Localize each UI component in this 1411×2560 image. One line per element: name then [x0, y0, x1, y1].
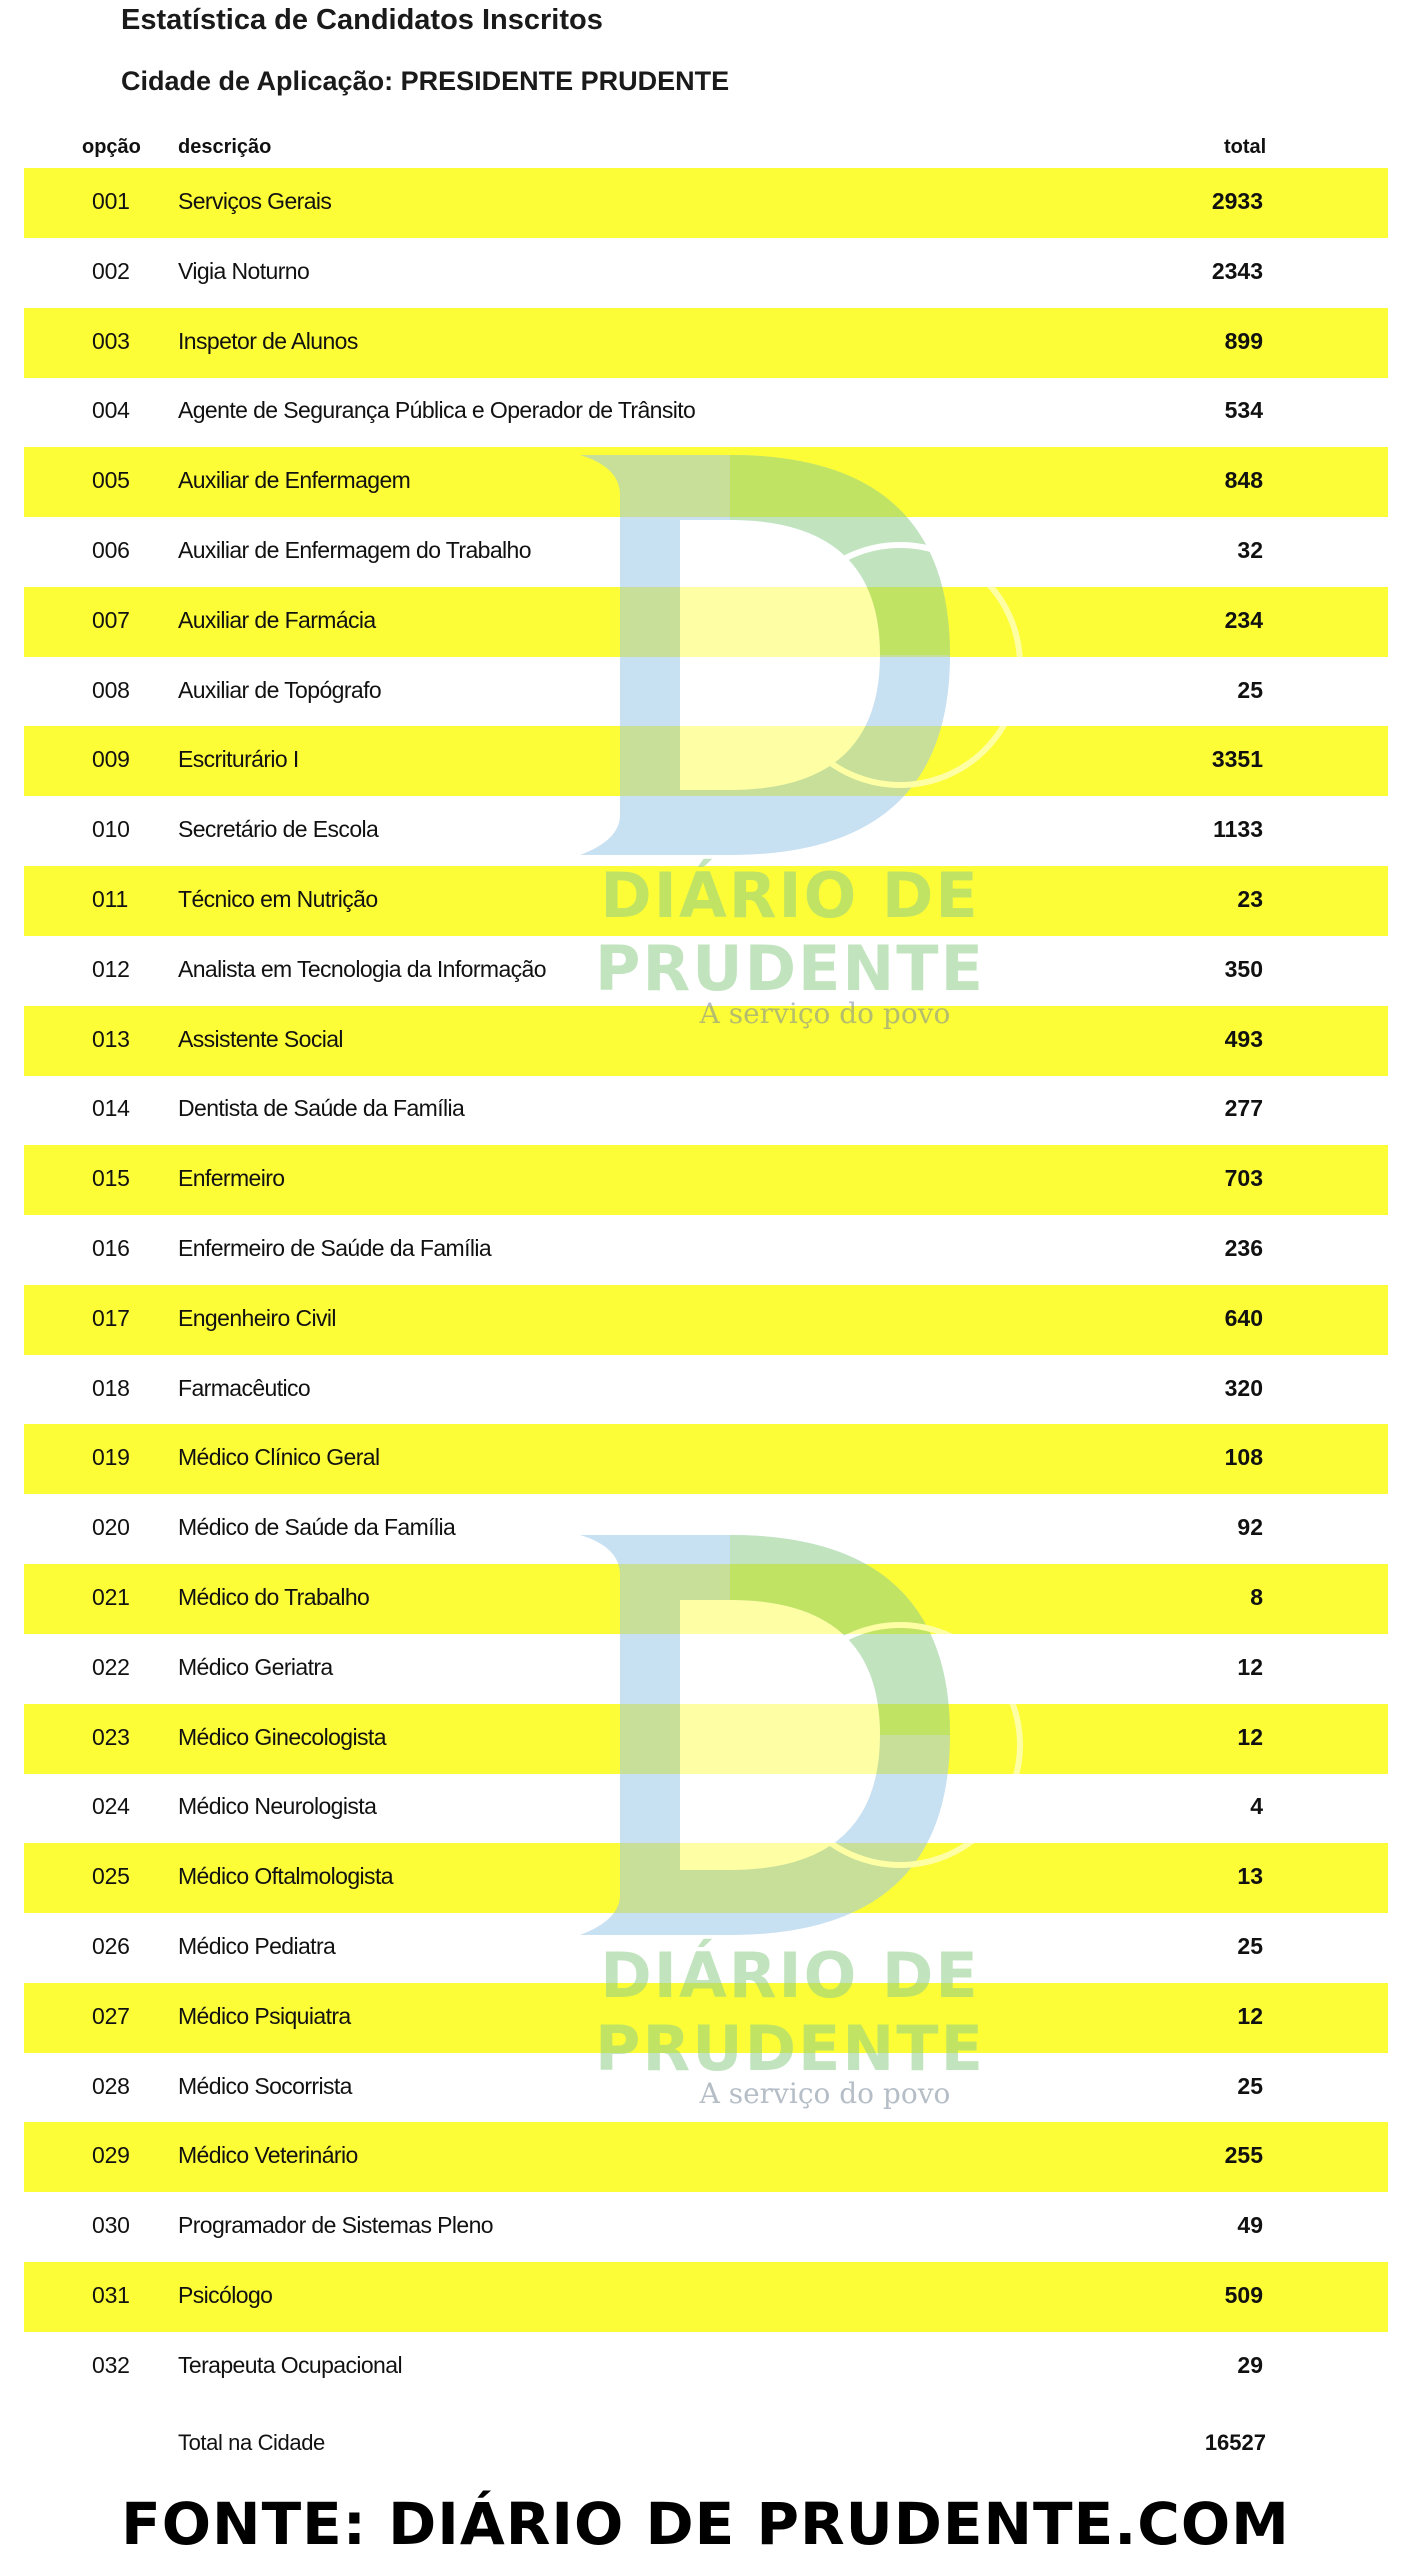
row-total: 350 — [1224, 955, 1263, 982]
row-description: Assistente Social — [178, 1025, 343, 1052]
row-total: 3351 — [1211, 746, 1263, 773]
row-option: 011 — [92, 886, 129, 912]
row-description: Dentista de Saúde da Família — [178, 1095, 465, 1122]
table-row — [0, 238, 1411, 308]
row-option: 023 — [92, 1723, 130, 1750]
watermark-name: DIÁRIO DE PRUDENTE — [595, 859, 985, 1005]
row-option: 008 — [92, 676, 130, 703]
row-description: Médico Neurologista — [178, 1793, 377, 1820]
row-description: Analista em Tecnologia da Informação — [178, 955, 546, 982]
table-row — [0, 726, 1411, 796]
row-description: Serviços Gerais — [178, 188, 332, 214]
row-description: Técnico em Nutrição — [178, 886, 378, 912]
row-description: Inspetor de Alunos — [178, 327, 358, 354]
row-description: Auxiliar de Enfermagem do Trabalho — [178, 537, 531, 563]
row-option: 010 — [92, 816, 130, 843]
row-total: 25 — [1237, 2072, 1263, 2099]
row-description: Escriturário I — [178, 746, 299, 773]
row-description: Médico Clínico Geral — [178, 1444, 380, 1471]
row-total: 493 — [1224, 1025, 1263, 1052]
row-option: 017 — [92, 1304, 130, 1331]
row-description: Médico do Trabalho — [178, 1584, 370, 1610]
row-description: Terapeuta Ocupacional — [178, 2351, 402, 2378]
table-row — [0, 377, 1411, 447]
row-option: 005 — [92, 467, 130, 494]
row-description: Auxiliar de Topógrafo — [178, 676, 382, 703]
table-row — [0, 1634, 1411, 1704]
row-total: 12 — [1237, 2002, 1263, 2029]
watermark-tagline: A serviço do povo — [699, 2077, 951, 2110]
table-row — [0, 517, 1411, 587]
row-description: Médico Geriatra — [178, 1653, 333, 1680]
table-row — [0, 1145, 1411, 1215]
row-description: Enfermeiro — [178, 1165, 285, 1192]
column-header-total: total — [1224, 136, 1267, 158]
row-total: 23 — [1237, 886, 1263, 912]
table-row — [0, 866, 1411, 936]
column-header-description: descrição — [178, 136, 272, 158]
row-option: 014 — [92, 1095, 130, 1122]
row-total: 1133 — [1213, 816, 1263, 843]
row-option: 006 — [92, 537, 130, 563]
row-description: Engenheiro Civil — [178, 1304, 336, 1331]
row-total: 899 — [1224, 327, 1263, 354]
row-description: Enfermeiro de Saúde da Família — [178, 1235, 492, 1261]
table-row — [0, 1285, 1411, 1355]
table-row — [0, 1424, 1411, 1494]
row-option: 027 — [92, 2002, 130, 2029]
row-description: Médico Psiquiatra — [178, 2002, 351, 2029]
row-option: 012 — [92, 955, 130, 982]
table-row — [0, 2192, 1411, 2262]
row-description: Médico de Saúde da Família — [178, 1514, 456, 1541]
row-option: 024 — [92, 1793, 130, 1820]
row-description: Auxiliar de Farmácia — [178, 606, 376, 633]
row-description: Programador de Sistemas Pleno — [178, 2212, 493, 2239]
row-option: 030 — [92, 2212, 130, 2239]
row-option: 025 — [92, 1863, 130, 1890]
row-description: Agente de Segurança Pública e Operador de Trânsito — [178, 397, 696, 424]
row-total: 255 — [1224, 2142, 1263, 2169]
source-credit: FONTE: DIÁRIO DE PRUDENTE.COM — [121, 2490, 1290, 2558]
row-total: 32 — [1237, 537, 1263, 563]
table-row — [0, 936, 1411, 1006]
table-row — [0, 2053, 1411, 2123]
row-description: Secretário de Escola — [178, 816, 379, 843]
row-option: 032 — [92, 2351, 130, 2378]
table-row — [0, 1704, 1411, 1774]
row-option: 007 — [92, 606, 130, 633]
row-total: 534 — [1224, 397, 1263, 424]
row-option: 003 — [92, 327, 130, 354]
row-option: 020 — [92, 1514, 130, 1541]
page-subtitle: Cidade de Aplicação: PRESIDENTE PRUDENTE — [121, 66, 730, 96]
row-total: 92 — [1237, 1514, 1263, 1541]
row-option: 018 — [92, 1374, 130, 1401]
row-total: 277 — [1224, 1095, 1263, 1122]
row-option: 029 — [92, 2142, 130, 2169]
table-row — [0, 1564, 1411, 1634]
row-total: 320 — [1224, 1374, 1263, 1401]
row-description: Médico Socorrista — [178, 2072, 352, 2099]
row-option: 022 — [92, 1653, 130, 1680]
row-description: Médico Ginecologista — [178, 1723, 386, 1750]
row-option: 028 — [92, 2072, 130, 2099]
row-option: 031 — [92, 2282, 130, 2308]
row-option: 015 — [92, 1165, 130, 1192]
row-total: 236 — [1224, 1235, 1263, 1261]
table-row — [0, 1006, 1411, 1076]
row-total: 108 — [1224, 1444, 1263, 1471]
row-total: 848 — [1224, 467, 1263, 494]
row-total: 2343 — [1211, 257, 1263, 284]
table-row — [0, 1913, 1411, 1983]
row-description: Auxiliar de Enfermagem — [178, 467, 411, 494]
row-total: 4 — [1250, 1793, 1263, 1820]
table-row — [0, 447, 1411, 517]
row-description: Médico Veterinário — [178, 2142, 358, 2169]
table-row — [0, 1843, 1411, 1913]
row-description: Médico Oftalmologista — [178, 1863, 393, 1890]
row-description: Médico Pediatra — [178, 1933, 336, 1959]
row-total: 29 — [1237, 2351, 1263, 2378]
table-row — [0, 1075, 1411, 1145]
row-total: 2933 — [1211, 188, 1263, 214]
table-row — [0, 2332, 1411, 2402]
table-row — [0, 1494, 1411, 1564]
row-total: 509 — [1224, 2282, 1263, 2308]
row-option: 019 — [92, 1444, 130, 1471]
row-total: 640 — [1224, 1304, 1263, 1331]
table-row — [0, 587, 1411, 657]
table-row — [0, 1773, 1411, 1843]
total-value: 16527 — [1204, 2430, 1266, 2455]
row-total: 25 — [1237, 1933, 1263, 1959]
row-total: 12 — [1237, 1723, 1263, 1750]
row-total: 703 — [1224, 1165, 1263, 1192]
table-row — [0, 2262, 1411, 2332]
row-option: 001 — [92, 188, 130, 214]
row-option: 002 — [92, 257, 130, 284]
row-total: 8 — [1250, 1584, 1263, 1610]
watermark-name: DIÁRIO DE PRUDENTE — [595, 1939, 985, 2085]
table-row — [0, 168, 1411, 238]
table-row — [0, 1355, 1411, 1425]
table-row — [0, 796, 1411, 866]
total-label: Total na Cidade — [178, 2430, 325, 2455]
row-option: 016 — [92, 1235, 130, 1261]
row-option: 021 — [92, 1584, 130, 1610]
table-row — [0, 2122, 1411, 2192]
row-option: 009 — [92, 746, 130, 773]
row-option: 004 — [92, 397, 130, 424]
page-title: Estatística de Candidatos Inscritos — [121, 4, 603, 36]
row-description: Farmacêutico — [178, 1374, 311, 1401]
watermark-tagline: A serviço do povo — [699, 997, 951, 1030]
row-description: Psicólogo — [178, 2282, 273, 2308]
row-option: 026 — [92, 1933, 130, 1959]
row-total: 13 — [1237, 1863, 1263, 1890]
row-total: 234 — [1224, 606, 1263, 633]
row-total: 49 — [1237, 2212, 1263, 2239]
row-total: 12 — [1237, 1653, 1263, 1680]
column-header-option: opção — [82, 136, 141, 158]
table-row — [0, 308, 1411, 378]
table-row — [0, 657, 1411, 727]
table-row — [0, 1215, 1411, 1285]
table-row — [0, 1983, 1411, 2053]
row-description: Vigia Noturno — [178, 257, 310, 284]
row-option: 013 — [92, 1025, 130, 1052]
row-total: 25 — [1237, 676, 1263, 703]
